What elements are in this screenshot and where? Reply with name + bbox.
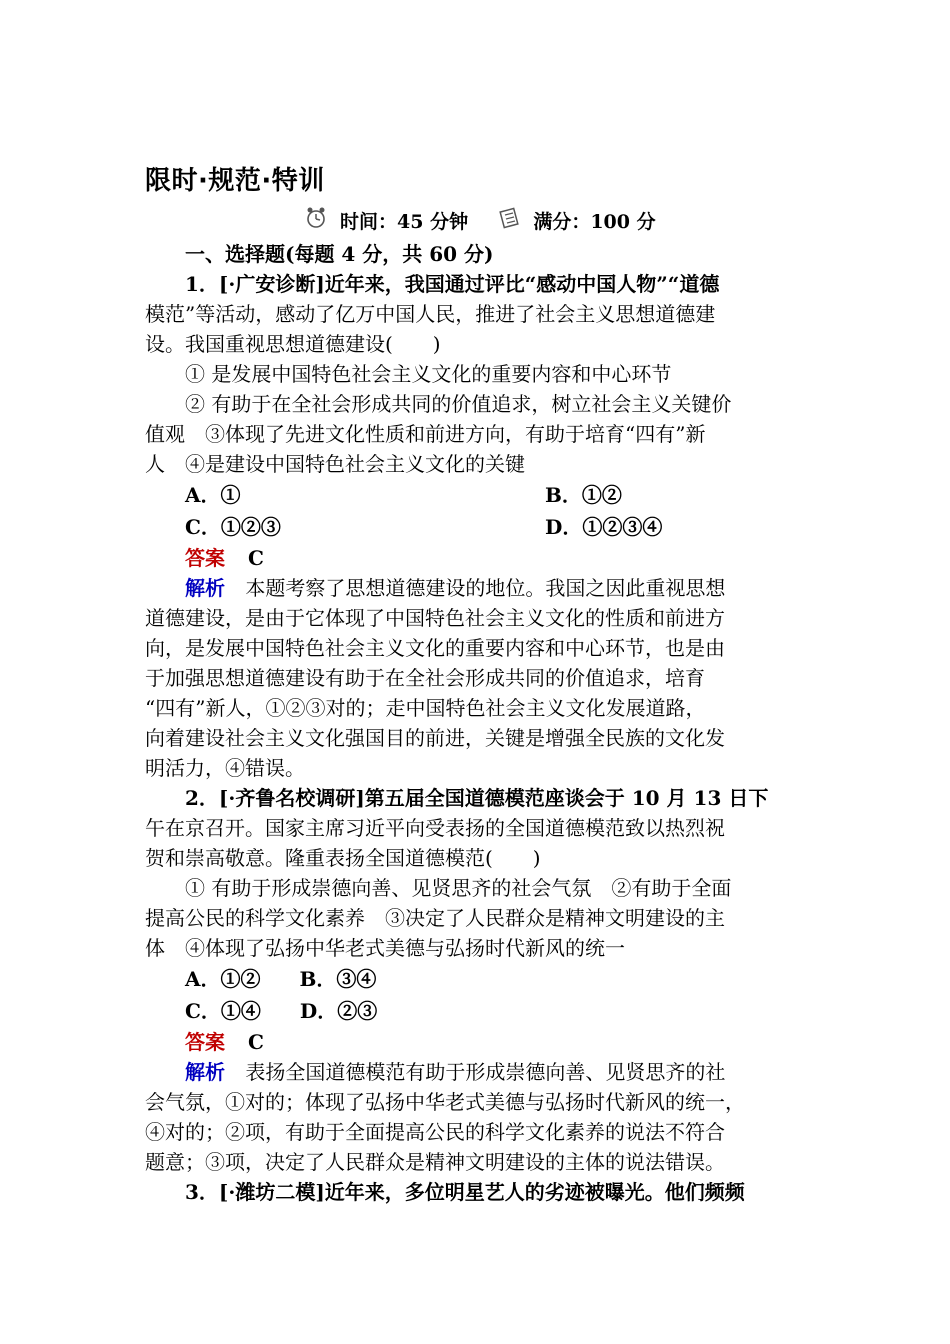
explanation-line: 于加强思想道德建设有助于在全社会形成共同的价值追求，培育	[145, 666, 705, 690]
answer-line	[145, 1027, 810, 1057]
section-heading: 一、选择题(每题 4 分，共 60 分)	[185, 242, 494, 266]
question-3	[145, 1177, 810, 1207]
question-2	[145, 783, 810, 1177]
full-score: 满分：100 分	[533, 211, 656, 233]
statement-line: 提高公民的科学文化素养 ③决定了人民群众是精神文明建设的主	[145, 906, 725, 930]
explanation-label: 解析	[185, 576, 225, 600]
explanation-line: 题意；③项，决定了人民群众是精神文明建设的主体的说法错误。	[145, 1150, 725, 1174]
statement-line: ② 有助于在全社会形成共同的价值追求，树立社会主义关键价	[185, 392, 732, 416]
explanation-line: 道德建设，是由于它体现了中国特色社会主义文化的性质和前进方	[145, 606, 725, 630]
alarm-clock-icon	[305, 206, 327, 241]
exam-paper-icon	[499, 206, 521, 240]
statement-line: 体 ④体现了弘扬中华老式美德与弘扬时代新风的统一	[145, 936, 625, 960]
explanation-line: 解析 本题考察了思想道德建设的地位。我国之因此重视思想	[185, 576, 726, 600]
explanation-line: 明活力，④错误。	[145, 756, 305, 780]
option-a: A．①②	[185, 967, 261, 991]
explanation-line: 会气氛，①对的；体现了弘扬中华老式美德与弘扬时代新风的统一，	[145, 1090, 745, 1114]
statement-line: ① 有助于形成崇德向善、见贤思齐的社会气氛 ②有助于全面	[185, 876, 732, 900]
explanation-line: “四有”新人，①②③对的；走中国特色社会主义文化发展道路，	[145, 696, 706, 720]
exam-meta	[145, 205, 810, 239]
option-row	[145, 995, 810, 1027]
question-stem-line: 1．[·广安诊断]近年来，我国通过评比“感动中国人物”“道德	[185, 272, 720, 296]
question-stem-line: 2．[·齐鲁名校调研]第五届全国道德模范座谈会于 10 月 13 日下	[185, 786, 769, 810]
option-row	[145, 963, 810, 995]
statement-line: ① 是发展中国特色社会主义文化的重要内容和中心环节	[185, 362, 672, 386]
question-stem-line: 午在京召开。国家主席习近平向受表扬的全国道德模范致以热烈祝	[145, 816, 725, 840]
answer-label: 答案	[185, 1030, 225, 1054]
option-row	[145, 511, 810, 543]
question-stem-line: 模范”等活动，感动了亿万中国人民，推进了社会主义思想道德建	[145, 302, 716, 326]
answer-label: 答案	[185, 546, 225, 570]
option-d: D．①②③④	[545, 515, 663, 539]
document-page	[145, 160, 810, 1207]
answer-line	[145, 543, 810, 573]
question-stem-line: 3．[·潍坊二模]近年来，多位明星艺人的劣迹被曝光。他们频频	[185, 1180, 745, 1204]
explanation-label: 解析	[185, 1060, 225, 1084]
question-stem-line: 贺和崇高敬意。隆重表扬全国道德模范( )	[145, 846, 541, 870]
option-b: B．①②	[545, 483, 622, 507]
explanation-line: ④对的；②项，有助于全面提高公民的科学文化素养的说法不符合	[145, 1120, 725, 1144]
option-d: D．②③	[299, 999, 378, 1023]
option-b: B．③④	[299, 967, 377, 991]
option-a: A．①	[185, 483, 241, 507]
option-c: C．①②③	[185, 515, 281, 539]
explanation-line: 向着建设社会主义文化强国目的前进，关键是增强全民族的文化发	[145, 726, 725, 750]
question-1	[145, 269, 810, 783]
answer-value: C	[247, 546, 264, 570]
page-title: 限时·规范·特训	[145, 166, 325, 196]
option-row	[145, 479, 810, 511]
answer-value: C	[247, 1030, 264, 1054]
time-limit: 时间：45 分钟	[340, 211, 469, 233]
statement-line: 值观 ③体现了先进文化性质和前进方向，有助于培育“四有”新	[145, 422, 706, 446]
option-c: C．①④	[185, 999, 261, 1023]
statement-line: 人 ④是建设中国特色社会主义文化的关键	[145, 452, 525, 476]
question-stem-line: 设。我国重视思想道德建设( )	[145, 332, 441, 356]
explanation-line: 向，是发展中国特色社会主义文化的重要内容和中心环节，也是由	[145, 636, 725, 660]
explanation-line: 解析 表扬全国道德模范有助于形成崇德向善、见贤思齐的社	[185, 1060, 726, 1084]
